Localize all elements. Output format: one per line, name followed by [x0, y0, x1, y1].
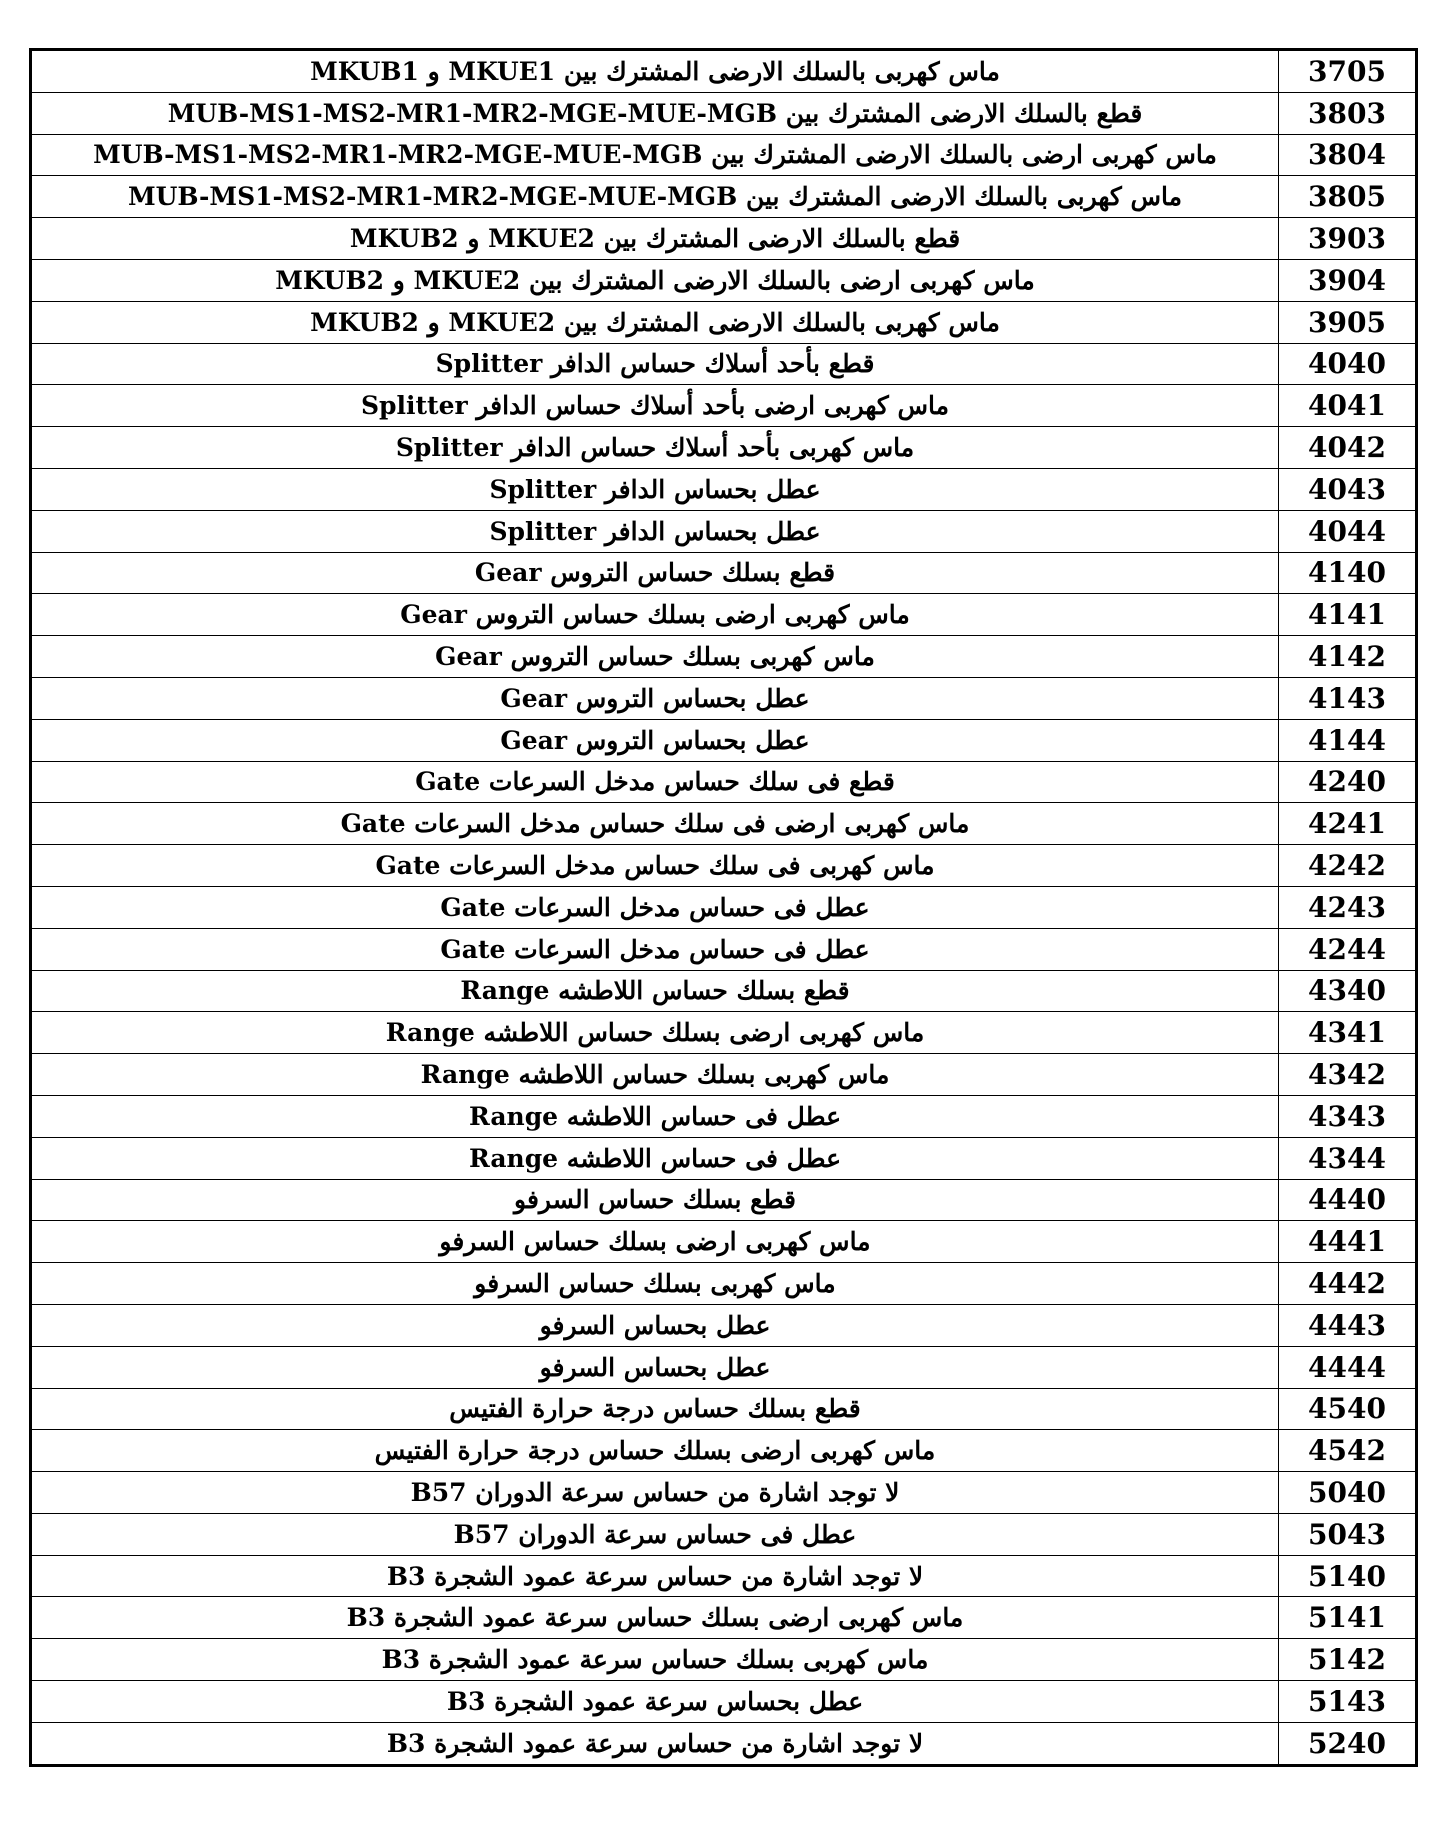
- fault-description-cell: عطل فى حساس سرعة الدوران B57: [31, 1513, 1279, 1555]
- fault-code-cell: 4044: [1279, 510, 1417, 552]
- fault-description-cell: لا توجد اشارة من حساس سرعة عمود الشجرة B3: [31, 1555, 1279, 1597]
- fault-description-cell: قطع بالسلك الارضى المشترك بين MKUE2 و MKUB2: [31, 218, 1279, 260]
- fault-code-table: [29, 48, 1418, 1767]
- fault-code-sheet: [29, 48, 1411, 1767]
- table-row: [31, 259, 1417, 301]
- fault-code-cell: 4341: [1279, 1012, 1417, 1054]
- table-row: [31, 1388, 1417, 1430]
- fault-code-cell: 5141: [1279, 1597, 1417, 1639]
- fault-code-table-body: [31, 50, 1417, 1766]
- table-row: [31, 803, 1417, 845]
- table-row: [31, 677, 1417, 719]
- fault-code-cell: 4242: [1279, 845, 1417, 887]
- fault-code-cell: 4540: [1279, 1388, 1417, 1430]
- fault-code-cell: 5040: [1279, 1472, 1417, 1514]
- fault-description-cell: ماس كهربى بسلك حساس اللاطشه Range: [31, 1054, 1279, 1096]
- fault-description-cell: قطع فى سلك حساس مدخل السرعات Gate: [31, 761, 1279, 803]
- fault-description-cell: لا توجد اشارة من حساس سرعة عمود الشجرة B3: [31, 1722, 1279, 1765]
- fault-code-cell: 4042: [1279, 427, 1417, 469]
- table-row: [31, 594, 1417, 636]
- fault-code-cell: 3803: [1279, 92, 1417, 134]
- fault-description-cell: ماس كهربى بسلك حساس السرفو: [31, 1263, 1279, 1305]
- table-row: [31, 1555, 1417, 1597]
- fault-code-cell: 4442: [1279, 1263, 1417, 1305]
- fault-description-cell: لا توجد اشارة من حساس سرعة الدوران B57: [31, 1472, 1279, 1514]
- fault-description-cell: ماس كهربى بالسلك الارضى المشترك بين MKUE1 و MKUB1: [31, 50, 1279, 93]
- table-row: [31, 343, 1417, 385]
- fault-description-cell: ماس كهربى ارضى بأحد أسلاك حساس الدافر Splitter: [31, 385, 1279, 427]
- fault-description-cell: ماس كهربى ارضى بالسلك الارضى المشترك بين MUB-MS1-MS2-MR1-MR2-MGE-MUE-MGB: [31, 134, 1279, 176]
- table-row: [31, 1597, 1417, 1639]
- fault-code-cell: 3905: [1279, 301, 1417, 343]
- fault-description-cell: قطع بأحد أسلاك حساس الدافر Splitter: [31, 343, 1279, 385]
- table-row: [31, 1012, 1417, 1054]
- fault-description-cell: عطل بحساس التروس Gear: [31, 677, 1279, 719]
- fault-description-cell: قطع بالسلك الارضى المشترك بين MUB-MS1-MS2-MR1-MR2-MGE-MUE-MGB: [31, 92, 1279, 134]
- table-row: [31, 1054, 1417, 1096]
- fault-description-cell: ماس كهربى بالسلك الارضى المشترك بين MKUE2 و MKUB2: [31, 301, 1279, 343]
- fault-code-cell: 4343: [1279, 1095, 1417, 1137]
- table-row: [31, 970, 1417, 1012]
- fault-description-cell: ماس كهربى ارضى بسلك حساس التروس Gear: [31, 594, 1279, 636]
- table-row: [31, 1513, 1417, 1555]
- fault-code-cell: 5043: [1279, 1513, 1417, 1555]
- fault-code-cell: 4041: [1279, 385, 1417, 427]
- fault-code-cell: 4440: [1279, 1179, 1417, 1221]
- fault-code-cell: 4141: [1279, 594, 1417, 636]
- table-row: [31, 1639, 1417, 1681]
- table-row: [31, 510, 1417, 552]
- fault-code-cell: 4243: [1279, 886, 1417, 928]
- table-row: [31, 50, 1417, 93]
- fault-code-cell: 3904: [1279, 259, 1417, 301]
- fault-description-cell: قطع بسلك حساس السرفو: [31, 1179, 1279, 1221]
- table-row: [31, 1722, 1417, 1765]
- fault-description-cell: عطل بحساس الدافر Splitter: [31, 510, 1279, 552]
- table-row: [31, 218, 1417, 260]
- fault-code-cell: 4241: [1279, 803, 1417, 845]
- fault-description-cell: ماس كهربى بسلك حساس التروس Gear: [31, 636, 1279, 678]
- table-row: [31, 1179, 1417, 1221]
- fault-description-cell: عطل بحساس السرفو: [31, 1304, 1279, 1346]
- fault-code-cell: 4240: [1279, 761, 1417, 803]
- fault-code-cell: 3903: [1279, 218, 1417, 260]
- table-row: [31, 1221, 1417, 1263]
- table-row: [31, 928, 1417, 970]
- table-row: [31, 761, 1417, 803]
- fault-description-cell: عطل فى حساس مدخل السرعات Gate: [31, 886, 1279, 928]
- fault-code-cell: 4244: [1279, 928, 1417, 970]
- fault-code-cell: 4140: [1279, 552, 1417, 594]
- fault-description-cell: عطل فى حساس مدخل السرعات Gate: [31, 928, 1279, 970]
- fault-description-cell: عطل بحساس سرعة عمود الشجرة B3: [31, 1681, 1279, 1723]
- table-row: [31, 1430, 1417, 1472]
- fault-description-cell: ماس كهربى ارضى بسلك حساس اللاطشه Range: [31, 1012, 1279, 1054]
- table-row: [31, 468, 1417, 510]
- fault-code-cell: 4443: [1279, 1304, 1417, 1346]
- fault-code-cell: 5143: [1279, 1681, 1417, 1723]
- table-row: [31, 886, 1417, 928]
- fault-code-cell: 3805: [1279, 176, 1417, 218]
- table-row: [31, 1137, 1417, 1179]
- fault-description-cell: ماس كهربى فى سلك حساس مدخل السرعات Gate: [31, 845, 1279, 887]
- fault-code-cell: 4340: [1279, 970, 1417, 1012]
- fault-code-cell: 5140: [1279, 1555, 1417, 1597]
- fault-description-cell: ماس كهربى ارضى بسلك حساس السرفو: [31, 1221, 1279, 1263]
- table-row: [31, 301, 1417, 343]
- fault-code-cell: 4441: [1279, 1221, 1417, 1263]
- table-row: [31, 385, 1417, 427]
- table-row: [31, 1472, 1417, 1514]
- fault-description-cell: قطع بسلك حساس اللاطشه Range: [31, 970, 1279, 1012]
- fault-description-cell: ماس كهربى ارضى بسلك حساس درجة حرارة الفتيس: [31, 1430, 1279, 1472]
- fault-code-cell: 4040: [1279, 343, 1417, 385]
- fault-code-cell: 4043: [1279, 468, 1417, 510]
- fault-code-cell: 5142: [1279, 1639, 1417, 1681]
- table-row: [31, 176, 1417, 218]
- fault-description-cell: قطع بسلك حساس درجة حرارة الفتيس: [31, 1388, 1279, 1430]
- table-row: [31, 92, 1417, 134]
- table-row: [31, 1095, 1417, 1137]
- table-row: [31, 719, 1417, 761]
- fault-code-cell: 4444: [1279, 1346, 1417, 1388]
- table-row: [31, 636, 1417, 678]
- table-row: [31, 1263, 1417, 1305]
- fault-description-cell: قطع بسلك حساس التروس Gear: [31, 552, 1279, 594]
- table-row: [31, 845, 1417, 887]
- fault-description-cell: عطل بحساس السرفو: [31, 1346, 1279, 1388]
- fault-description-cell: ماس كهربى بالسلك الارضى المشترك بين MUB-MS1-MS2-MR1-MR2-MGE-MUE-MGB: [31, 176, 1279, 218]
- fault-code-cell: 5240: [1279, 1722, 1417, 1765]
- fault-code-cell: 4142: [1279, 636, 1417, 678]
- table-row: [31, 1304, 1417, 1346]
- table-row: [31, 1681, 1417, 1723]
- fault-code-cell: 4344: [1279, 1137, 1417, 1179]
- fault-description-cell: ماس كهربى ارضى بالسلك الارضى المشترك بين MKUE2 و MKUB2: [31, 259, 1279, 301]
- fault-code-cell: 4342: [1279, 1054, 1417, 1096]
- table-row: [31, 427, 1417, 469]
- fault-code-cell: 4542: [1279, 1430, 1417, 1472]
- fault-code-cell: 4144: [1279, 719, 1417, 761]
- fault-description-cell: عطل بحساس التروس Gear: [31, 719, 1279, 761]
- table-row: [31, 134, 1417, 176]
- fault-code-cell: 3705: [1279, 50, 1417, 93]
- fault-description-cell: ماس كهربى بسلك حساس سرعة عمود الشجرة B3: [31, 1639, 1279, 1681]
- fault-description-cell: عطل فى حساس اللاطشه Range: [31, 1095, 1279, 1137]
- fault-code-cell: 4143: [1279, 677, 1417, 719]
- table-row: [31, 1346, 1417, 1388]
- fault-description-cell: ماس كهربى ارضى بسلك حساس سرعة عمود الشجرة B3: [31, 1597, 1279, 1639]
- fault-description-cell: ماس كهربى بأحد أسلاك حساس الدافر Splitter: [31, 427, 1279, 469]
- table-row: [31, 552, 1417, 594]
- fault-description-cell: عطل بحساس الدافر Splitter: [31, 468, 1279, 510]
- fault-code-cell: 3804: [1279, 134, 1417, 176]
- fault-description-cell: ماس كهربى ارضى فى سلك حساس مدخل السرعات Gate: [31, 803, 1279, 845]
- fault-description-cell: عطل فى حساس اللاطشه Range: [31, 1137, 1279, 1179]
